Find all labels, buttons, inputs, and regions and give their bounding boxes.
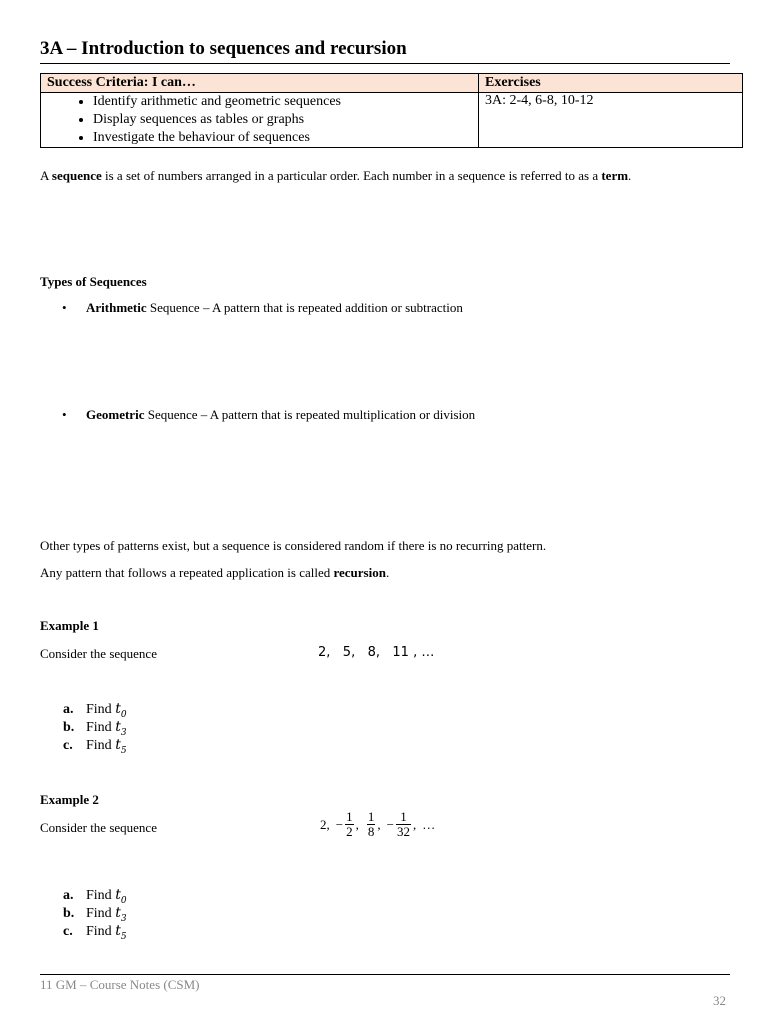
fraction: $\frac{1}{2}$ (346, 809, 353, 839)
question-a: a. Find $t_0$ (63, 887, 127, 906)
geometric-bullet: • Geometric Sequence – A pattern that is repeated multiplication or division (62, 407, 476, 422)
criteria-cell (41, 93, 479, 148)
recursion-definition: Any pattern that follows a repeated application is called recursion. (40, 565, 390, 580)
example-1-questions (63, 700, 127, 754)
success-criteria-table (40, 73, 743, 148)
criteria-item: • Identify arithmetic and geometric sequences (93, 93, 472, 111)
example-2-sequence: 2, − $\frac{1}{2}$ , $\frac{1}{8}$ , − $\frac{1}{32}$ , … (320, 809, 436, 839)
criteria-list (47, 93, 472, 147)
random-pattern-note: Other types of patterns exist, but a sequence is considered random if there is no recurring pattern. (40, 538, 547, 553)
question-c: c. Find $t_5$ (63, 737, 127, 756)
title-divider (40, 63, 730, 64)
fraction: $\frac{1}{8}$ (367, 809, 375, 839)
example-1-consider: Consider the sequence (40, 646, 157, 661)
criteria-item: • Display sequences as tables or graphs (93, 111, 472, 129)
page-title: 3A – Introduction to sequences and recursion (40, 38, 407, 59)
example-2-consider: Consider the sequence (40, 820, 157, 835)
example-1-sequence: 2, 5, 8, 11 , … (318, 645, 435, 660)
question-b: b. Find $t_3$ (63, 719, 127, 738)
footer-divider (40, 974, 730, 975)
criteria-header: Success Criteria: I can… (41, 74, 479, 93)
exercises-cell: 3A: 2-4, 6-8, 10-12 (479, 93, 743, 148)
example-1-heading: Example 1 (40, 618, 99, 633)
question-c: c. Find $t_5$ (63, 923, 127, 942)
exercises-header: Exercises (479, 74, 743, 93)
question-b: b. Find $t_3$ (63, 905, 127, 924)
example-2-heading: Example 2 (40, 792, 99, 807)
question-a: a. Find $t_0$ (63, 701, 127, 720)
criteria-item: • Investigate the behaviour of sequences (93, 129, 472, 147)
footer-course: 11 GM – Course Notes (CSM) (40, 977, 200, 992)
page-number: 32 (713, 993, 726, 1008)
example-2-questions (63, 886, 127, 940)
arithmetic-bullet: • Arithmetic Sequence – A pattern that is repeated addition or subtraction (62, 300, 463, 315)
types-heading: Types of Sequences (40, 274, 147, 289)
fraction: $\frac{1}{32}$ (396, 809, 410, 839)
sequence-definition: A sequence is a set of numbers arranged in a particular order. Each number in a sequence is referred to as a term. (40, 168, 632, 183)
